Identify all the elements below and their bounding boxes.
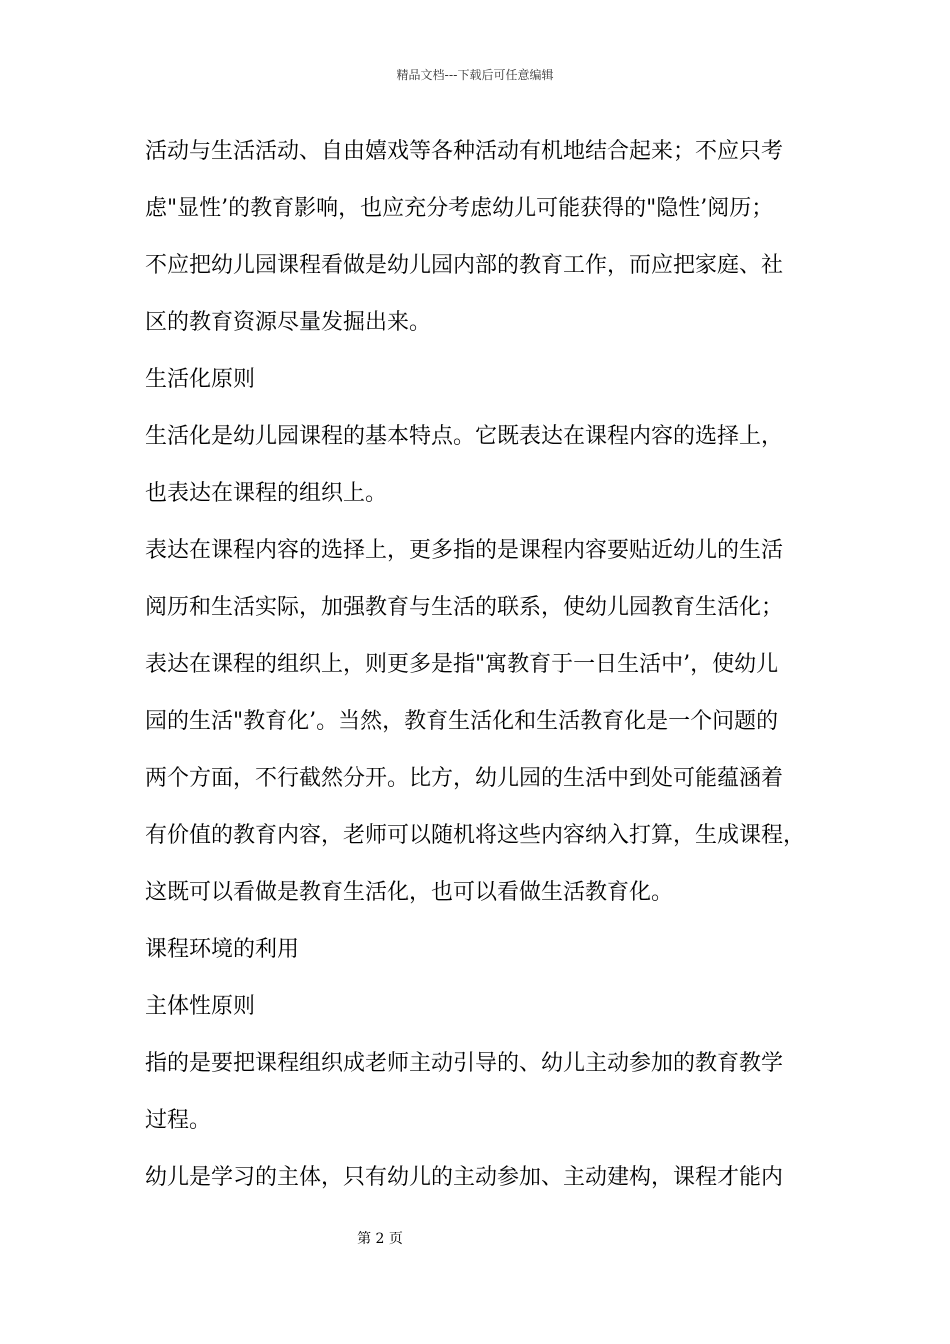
section-heading: 生活化原则 [145, 367, 256, 392]
text-line: 园的生活"教育化’。当然，教育生活化和生活教育化是一个问题的 [145, 709, 779, 734]
text-line: 区的教育资源尽量发掘出来。 [145, 310, 432, 335]
text-line: 活动与生活活动、自由嬉戏等各种活动有机地结合起来；不应只考 [145, 139, 784, 164]
text-line: 阅历和生活实际，加强教育与生活的联系，使幼儿园教育生活化； [145, 595, 784, 620]
text-line: 有价值的教育内容，老师可以随机将这些内容纳入打算，生成课程， [145, 823, 806, 848]
text-line: 也表达在课程的组织上。 [145, 481, 388, 506]
text-line: 不应把幼儿园课程看做是幼儿园内部的教育工作，而应把家庭、社 [145, 253, 784, 278]
page-header: 精品文档---下载后可任意编辑 [396, 68, 554, 82]
text-line: 过程。 [145, 1108, 212, 1133]
text-line: 指的是要把课程组织成老师主动引导的、幼儿主动参加的教育教学 [145, 1051, 784, 1076]
text-line: 表达在课程内容的选择上，更多指的是课程内容要贴近幼儿的生活 [145, 538, 784, 563]
text-line: 虑"显性’的教育影响，也应充分考虑幼儿可能获得的"隐性’阅历； [145, 196, 774, 221]
text-line: 生活化是幼儿园课程的基本特点。它既表达在课程内容的选择上， [145, 424, 784, 449]
text-line: 幼儿是学习的主体，只有幼儿的主动参加、主动建构，课程才能内 [145, 1165, 784, 1190]
text-line: 两个方面，不行截然分开。比方，幼儿园的生活中到处可能蕴涵着 [145, 766, 784, 791]
text-line: 这既可以看做是教育生活化，也可以看做生活教育化。 [145, 880, 674, 905]
body-text [145, 132, 825, 1215]
section-heading: 主体性原则 [145, 994, 256, 1019]
section-heading: 课程环境的利用 [145, 937, 300, 962]
page-number: 第 2 页 [357, 1231, 403, 1247]
text-line: 表达在课程的组织上，则更多是指"寓教育于一日生活中’，使幼儿 [145, 652, 779, 677]
